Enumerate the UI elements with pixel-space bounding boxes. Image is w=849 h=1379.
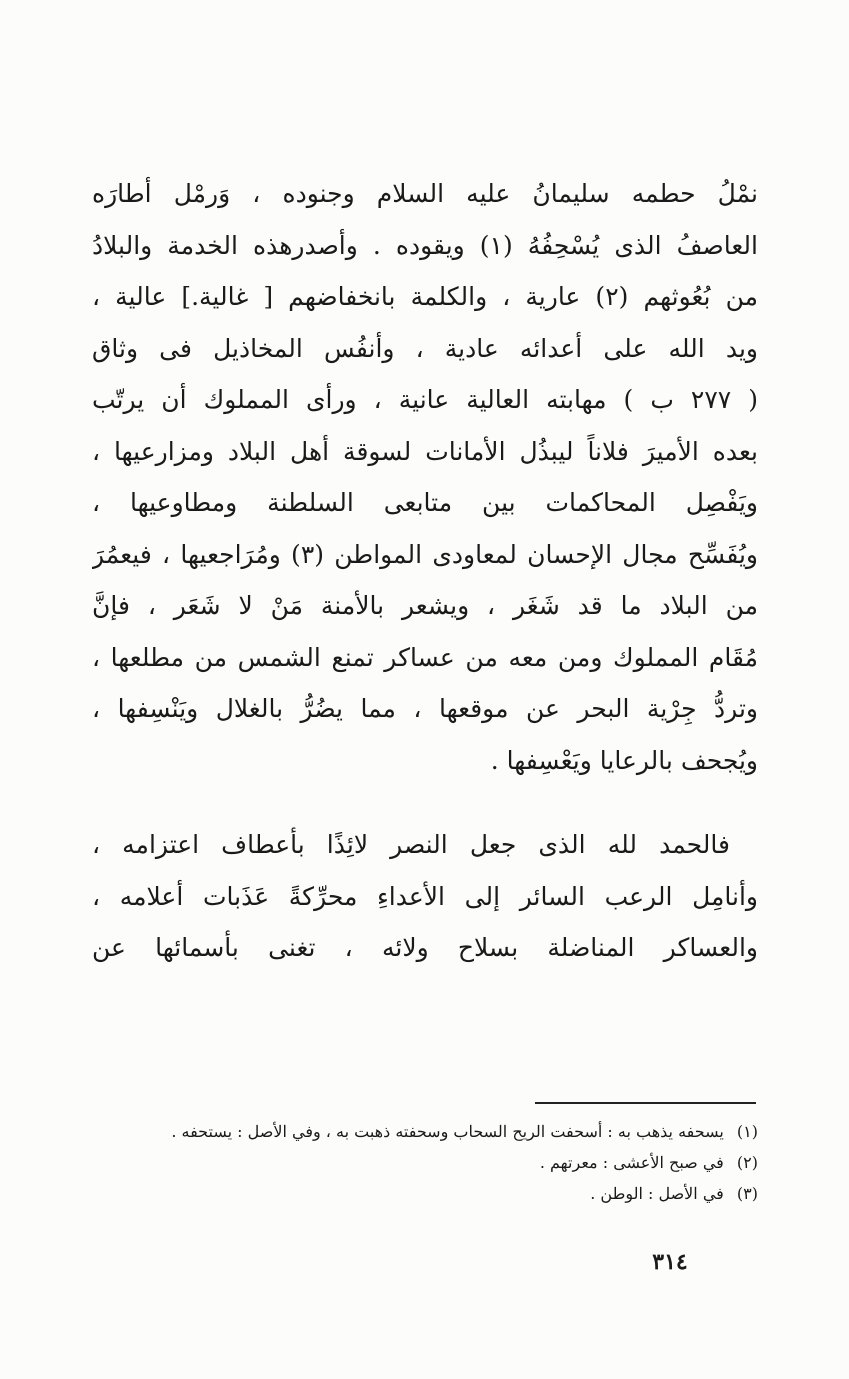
text-line: وأنامِل الرعب السائر إلى الأعداءِ محرِّكةً عَذَبات أعلامه ، — [92, 881, 758, 911]
text-line: ويَفْصِل المحاكمات بين متابعى السلطنة ومطاوعيها ، — [92, 488, 758, 517]
footnote-number: (١) — [736, 1122, 758, 1141]
text-line: ويُفَسِّح مجال الإحسان لمعاودى المواطن (٣) ومُرَاجعيها ، فيعمُرَ — [92, 539, 758, 569]
text-line: ويُجحف بالرعايا ويَعْسِفها . — [490, 745, 758, 775]
footnote-text: في صبح الأعشى : معرتهم . — [539, 1153, 724, 1172]
paragraph-gap — [92, 786, 758, 819]
footnote — [92, 1147, 758, 1178]
text-line: العاصفُ الذى يُسْحِفُهُ (١) ويقوده . وأصدرهذه الخدمة والبلادُ — [92, 230, 758, 260]
footnote-separator — [535, 1102, 756, 1104]
text-line: ويد الله على أعدائه عادية ، وأنفُس المخاذيل فى وثاق — [92, 333, 758, 363]
text-line: نمْلُ حطمه سليمانُ عليه السلام وجنوده ، وَرمْل أطارَه — [92, 179, 758, 208]
text-line: والعساكر المناضلة بسلاح ولائه ، تغنى بأسمائها عن — [92, 933, 758, 962]
footnote-text: يسحفه يذهب به : أسحفت الريح السحاب وسحفته ذهبت به ، وفي الأصل : يستحفه . — [171, 1122, 724, 1141]
text-line: وتردُّ جِرْية البحر عن موقعها ، مما يضُرُّ بالغلال ويَنْسِفها ، — [92, 694, 758, 723]
footnote-number: (٣) — [736, 1184, 758, 1203]
footnote-text: في الأصل : الوطن . — [590, 1184, 724, 1203]
footnotes — [92, 1116, 758, 1209]
page-number: ٣١٤ — [652, 1249, 688, 1275]
footnote-number: (٢) — [736, 1153, 758, 1172]
text-line: فالحمد لله الذى جعل النصر لائِذًا بأعطاف اعتزامه ، — [92, 830, 730, 859]
text-line: ( ٢٧٧ ب ) مهابته العالية عانية ، ورأى المملوك أن يرتّب — [92, 385, 758, 414]
footnote — [92, 1116, 758, 1147]
text-line: من البلاد ما قد شَغَر ، ويشعر بالأمنة مَنْ لا شَعَر ، فإنَّ — [92, 591, 758, 620]
text-line: مُقَام المملوك ومن معه من عساكر تمنع الشمس من مطلعها ، — [92, 642, 758, 672]
footnote — [92, 1178, 758, 1209]
text-line: بعده الأميرَ فلاناً ليبذُل الأمانات لسوقة أهل البلاد ومزارعيها ، — [92, 436, 758, 466]
text-line: من بُعُوثهم (٢) عارية ، والكلمة بانخفاضهم [ غالية.] عالية ، — [92, 282, 758, 311]
main-text — [92, 168, 758, 974]
